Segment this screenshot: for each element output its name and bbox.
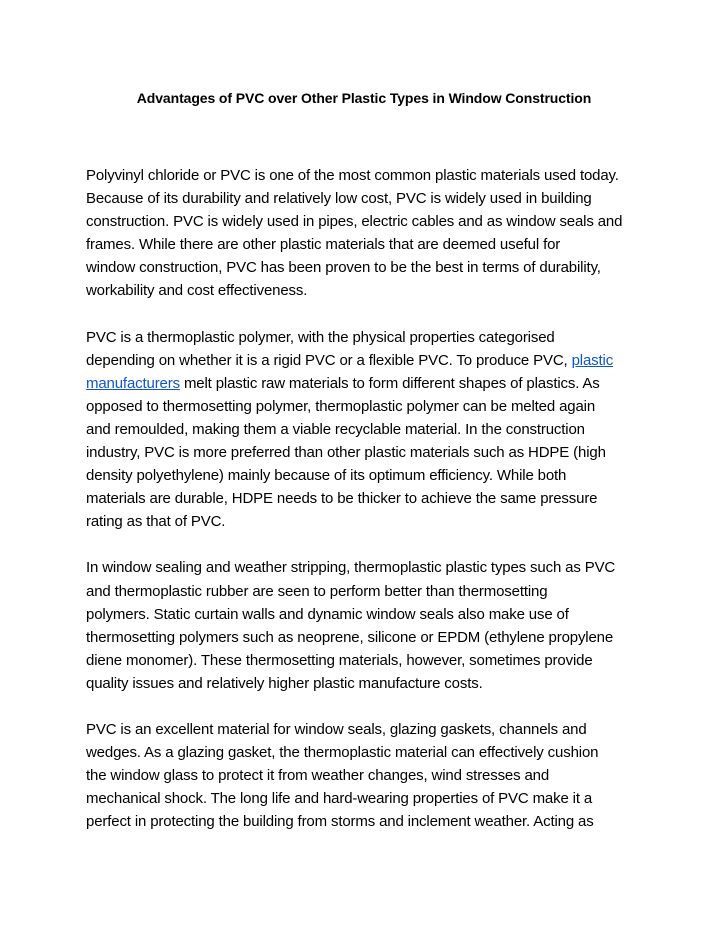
text-line [86,464,658,487]
text-line [86,372,658,395]
text-segment: polymers. Static curtain walls and dynamic window seals also make use of [86,605,569,623]
text-line [86,441,658,464]
text-segment: thermosetting polymers such as neoprene, silicone or EPDM (ethylene propylene [86,628,614,646]
text-line [86,187,658,210]
plastic-manufacturers-link[interactable]: plastic [571,351,614,369]
text-segment: quality issues and relatively higher plastic manufacture costs. [86,674,483,692]
text-segment: mechanical shock. The long life and hard-wearing properties of PVC make it a [86,790,593,808]
text-segment: diene monomer). These thermosetting materials, however, sometimes provide [86,651,593,669]
paragraph [86,556,658,695]
text-line [86,510,658,533]
text-segment: depending on whether it is a rigid PVC or a flexible PVC. To produce PVC, [86,351,572,369]
text-line [86,580,658,603]
text-segment: PVC is an excellent material for window seals, glazing gaskets, channels and [86,720,587,738]
plastic-manufacturers-link[interactable]: manufacturers [86,374,180,392]
text-segment: materials are durable, HDPE needs to be thicker to achieve the same pressure [86,490,598,508]
text-line [86,349,658,372]
text-line [86,741,658,764]
text-segment: density polyethylene) mainly because of its optimum efficiency. While both [86,467,567,485]
text-line [86,164,658,187]
text-line [86,764,658,787]
text-segment: and thermoplastic rubber are seen to perform better than thermosetting [86,582,548,600]
text-line [86,718,658,741]
text-segment: wedges. As a glazing gasket, the thermoplastic material can effectively cushion [86,744,599,762]
text-segment: perfect in protecting the building from storms and inclement weather. Acting as [86,813,594,831]
text-segment: window construction, PVC has been proven to be the best in terms of durability, [86,259,601,277]
text-line [86,556,658,579]
text-line [86,487,658,510]
text-line [86,233,658,256]
text-line [86,279,658,302]
paragraph [86,718,658,833]
text-line [86,672,658,695]
text-segment: frames. While there are other plastic materials that are deemed useful for [86,236,561,254]
text-line [86,395,658,418]
text-segment: and remoulded, making them a viable recyclable material. In the construction [86,420,585,438]
text-segment: Because of its durability and relatively low cost, PVC is widely used in building [86,190,592,208]
paragraph [86,164,658,303]
text-line [86,603,658,626]
text-segment: rating as that of PVC. [86,513,226,531]
text-line [86,626,658,649]
text-segment: PVC is a thermoplastic polymer, with the physical properties categorised [86,328,555,346]
text-segment: opposed to thermosetting polymer, thermoplastic polymer can be melted again [86,397,596,415]
text-line [86,256,658,279]
text-segment: melt plastic raw materials to form different shapes of plastics. As [179,374,600,392]
document-body [86,164,658,856]
text-segment: the window glass to protect it from weather changes, wind stresses and [86,767,550,785]
text-line [86,418,658,441]
text-segment: workability and cost effectiveness. [86,282,308,300]
paragraph [86,326,658,534]
text-line [86,787,658,810]
document-title: Advantages of PVC over Other Plastic Types in Window Construction [136,90,592,106]
text-line [86,210,658,233]
text-segment: construction. PVC is widely used in pipes, electric cables and as window seals and [86,213,623,231]
text-segment: Polyvinyl chloride or PVC is one of the most common plastic materials used today. [86,167,619,184]
text-line [86,810,658,833]
text-line [86,326,658,349]
text-line [86,649,658,672]
text-segment: industry, PVC is more preferred than other plastic materials such as HDPE (high [86,444,606,462]
text-segment: In window sealing and weather stripping, thermoplastic plastic types such as PVC [86,559,616,577]
